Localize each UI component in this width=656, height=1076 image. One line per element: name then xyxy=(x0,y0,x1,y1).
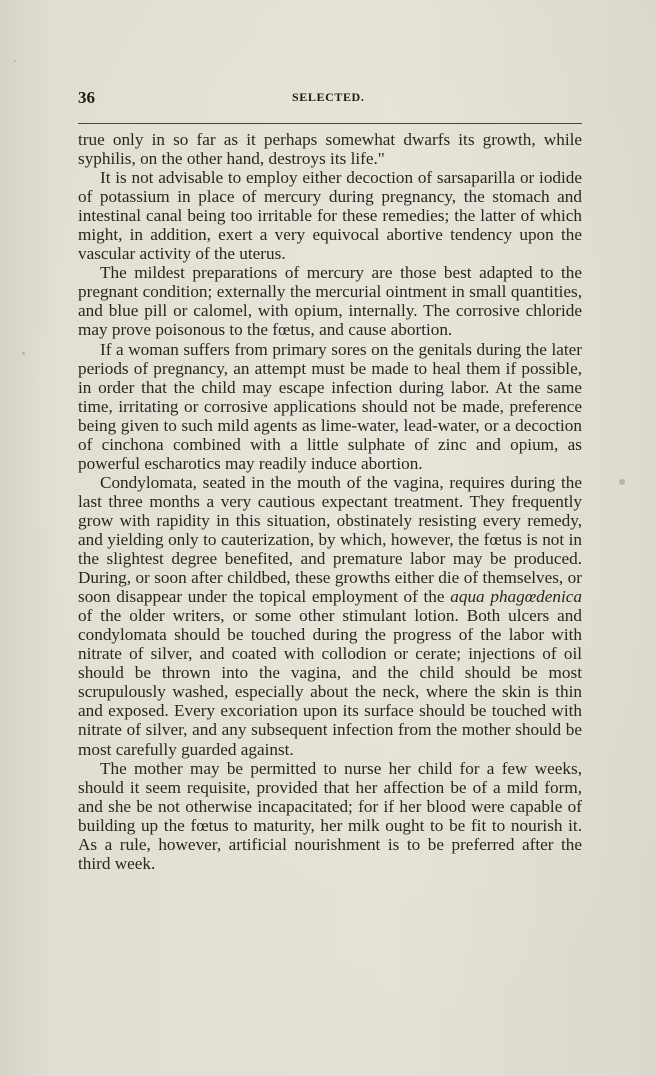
page-header xyxy=(78,88,582,110)
condylomata-text-after: of the older writers, or some other stimulant lotion. Both ulcers and condylomata should be touched during the progress of the labor with nitrate of silver, and coated with collodion or cerate; injections of oil should be thrown into the vagina, and the child should be most scrupulously washed, especially about the neck, where the skin is thin and exposed. Every excoriation upon its surface should be touched with nitrate of silver, and any subsequent infection from the mother should be most carefully guarded against. xyxy=(78,606,582,759)
header-rule xyxy=(78,123,582,124)
paragraph-condylomata xyxy=(78,473,582,759)
paragraph-primary-sores: If a woman suffers from primary sores on the genitals during the later periods of pregnancy, an attempt must be made to heal them if possible, in order that the child may escape infection during labor. At the same time, irritating or corrosive applications should not be made, preference being given to such mild agents as lime-water, lead-water, or a decoction of cinchona combined with a little sulphate of zinc and opium, as powerful escharotics may readily induce abortion. xyxy=(78,339,582,473)
condylomata-italic-term: aqua phagœdenica xyxy=(450,587,582,607)
paragraph-continuation: true only in so far as it perhaps somewhat dwarfs its growth, while syphilis, on the other hand, destroys its life." xyxy=(78,130,582,169)
condylomata-text-before: Condylomata, seated in the mouth of the vagina, requires during the last three months a very cautious expectant treatment. They frequently grow with rapidity in this situation, obstinately resisting every remedy, and yielding only to cauterization, by which, however, the fœtus is not in the slightest degree benefited, and premature labor may be produced. During, or soon after childbed, these growths either die of themselves, or soon disappear under the topical employment of the xyxy=(78,472,582,607)
paragraph-nursing: The mother may be permitted to nurse her child for a few weeks, should it seem requisite, provided that her affection be of a mild form, and she be not otherwise incapacitated; for if her blood were capable of building up the fœtus to maturity, her milk ought to be fit to nourish it. As a rule, however, artificial nourishment is to be preferred after the third week. xyxy=(78,758,582,873)
paragraph-sarsaparilla: It is not advisable to employ either decoction of sarsaparilla or iodide of potassium in place of mercury during pregnancy, the stomach and intestinal canal being too irritable for these remedies; the latter of which might, in addition, exert a very equivocal abortive tendency upon the vascular activity of the uterus. xyxy=(78,168,582,264)
paper-speck xyxy=(22,352,25,355)
running-head: SELECTED. xyxy=(292,90,365,104)
paper-speck xyxy=(14,60,16,62)
paper-speck xyxy=(619,479,625,485)
body-text xyxy=(78,130,582,873)
paragraph-mercury-preparations: The mildest preparations of mercury are those best adapted to the pregnant condition; externally the mercurial ointment in small quantities, and blue pill or calomel, with opium, internally. The corrosive chloride may prove poisonous to the fœtus, and cause abortion. xyxy=(78,263,582,340)
page-number: 36 xyxy=(78,88,95,107)
